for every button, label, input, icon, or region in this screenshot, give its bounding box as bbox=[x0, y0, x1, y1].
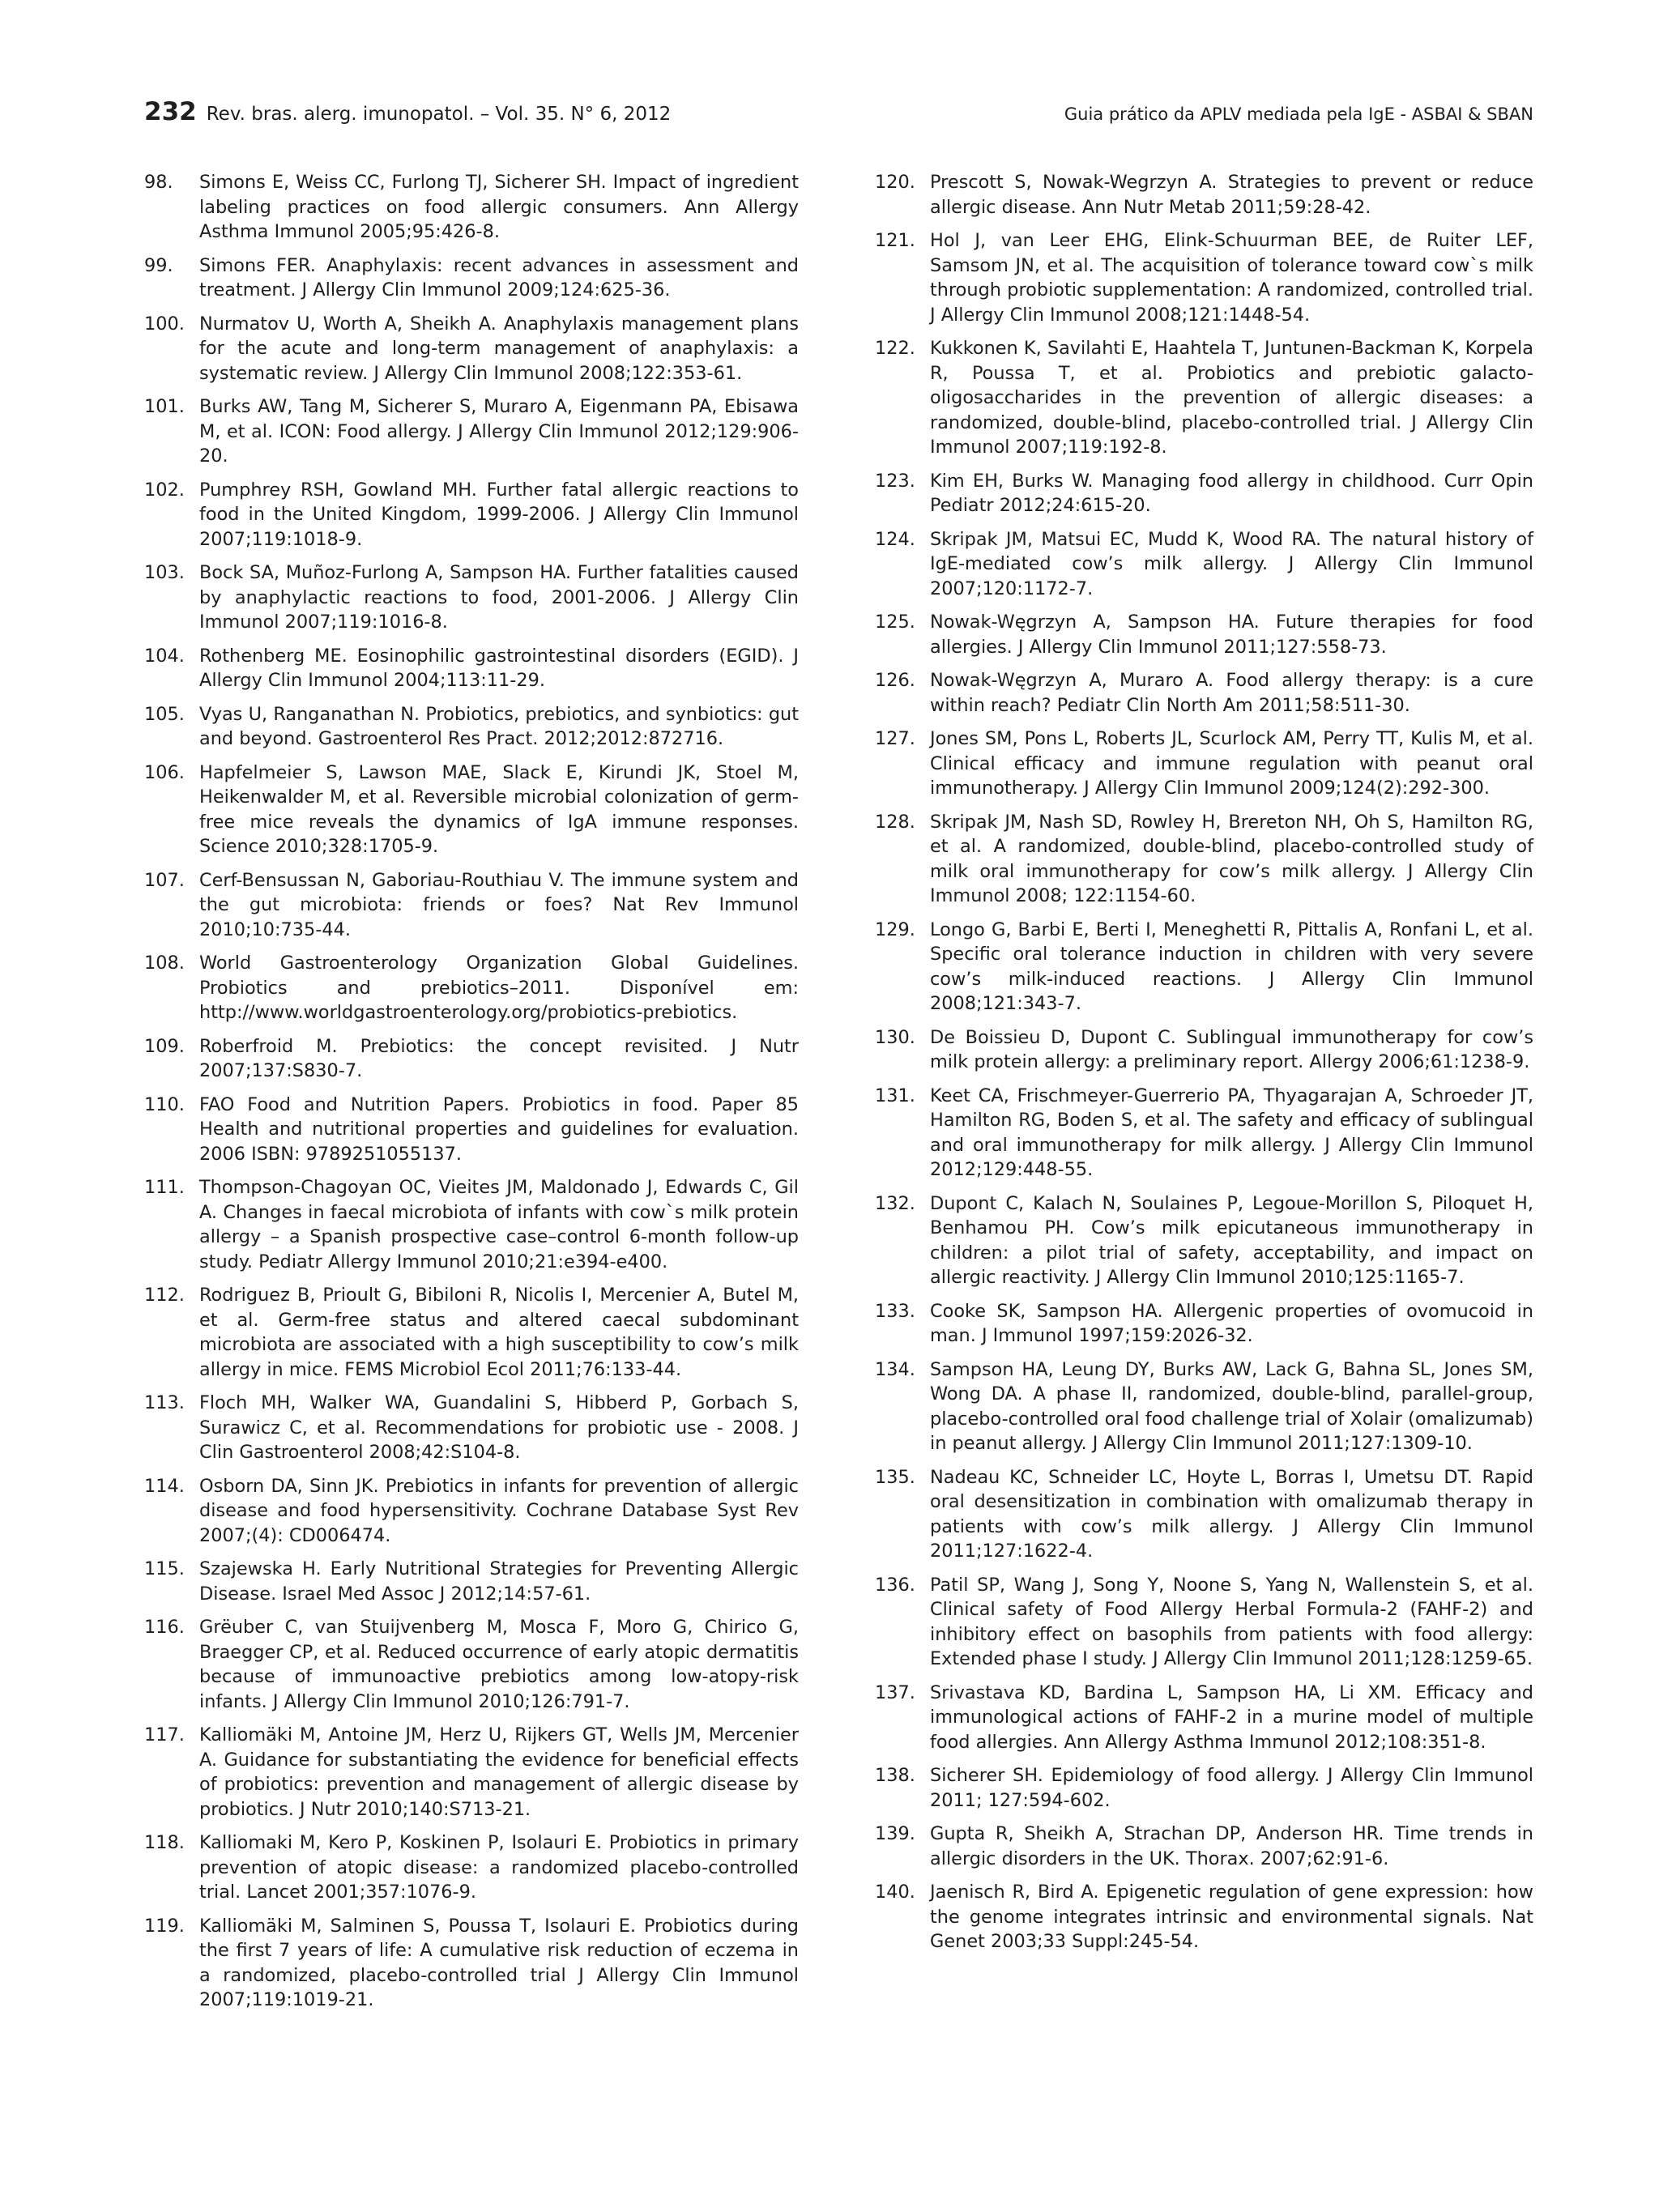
reference-number: 99. bbox=[144, 254, 173, 276]
reference-item bbox=[875, 668, 1533, 718]
reference-item bbox=[144, 254, 799, 303]
reference-number: 103. bbox=[144, 562, 185, 583]
reference-number: 100. bbox=[144, 313, 185, 335]
reference-number: 131. bbox=[875, 1085, 915, 1106]
reference-number: 108. bbox=[144, 953, 185, 974]
reference-item bbox=[875, 228, 1533, 327]
reference-item bbox=[875, 469, 1533, 518]
reference-item bbox=[144, 1474, 799, 1549]
reference-text: World Gastroenterology Organization Global Guidelines. Probiotics and prebiotics–2011. Disponível em: http://www.worldgastroenterology.org/probiotics-prebiotics. bbox=[199, 953, 799, 1023]
reference-item bbox=[875, 336, 1533, 460]
reference-item bbox=[144, 170, 799, 245]
reference-item bbox=[144, 702, 799, 752]
reference-item bbox=[144, 1391, 799, 1465]
reference-text: Kalliomaki M, Kero P, Koskinen P, Isolauri E. Probiotics in primary prevention of atopic disease: a randomized placebo-controlled trial. Lancet 2001;357:1076-9. bbox=[199, 1832, 799, 1903]
reference-text: Kim EH, Burks W. Managing food allergy in childhood. Curr Opin Pediatr 2012;24:615-20. bbox=[930, 470, 1533, 516]
reference-item bbox=[875, 1763, 1533, 1813]
reference-number: 101. bbox=[144, 396, 185, 417]
reference-text: Hol J, van Leer EHG, Elink-Schuurman BEE, de Ruiter LEF, Samsom JN, et al. The acquisition of tolerance toward cow`s milk through probiotic supplementation: A randomized, controlled trial. J Allergy Clin Immunol 2008;121:1448-54. bbox=[930, 230, 1533, 326]
reference-number: 133. bbox=[875, 1300, 915, 1322]
reference-text: Sampson HA, Leung DY, Burks AW, Lack G, Bahna SL, Jones SM, Wong DA. A phase II, randomized, double-blind, parallel-group, placebo-controlled oral food challenge trial of Xolair (omalizumab) in peanut allergy. J Allergy Clin Immunol 2011;127:1309-10. bbox=[930, 1358, 1533, 1454]
reference-text: Vyas U, Ranganathan N. Probiotics, prebiotics, and synbiotics: gut and beyond. Gastroenterol Res Pract. 2012;2012:872716. bbox=[199, 703, 799, 749]
reference-text: Keet CA, Frischmeyer-Guerrerio PA, Thyagarajan A, Schroeder JT, Hamilton RG, Boden S, et al. The safety and efficacy of sublingual and oral immunotherapy for milk allergy. J Allergy Clin Immunol 2012;129:448-55. bbox=[930, 1085, 1533, 1180]
reference-number: 138. bbox=[875, 1765, 915, 1786]
reference-number: 128. bbox=[875, 811, 915, 833]
reference-list-right bbox=[875, 170, 1533, 1954]
reference-text: Simons E, Weiss CC, Furlong TJ, Sicherer SH. Impact of ingredient labeling practices on food allergic consumers. Ann Allergy Asthma Immunol 2005;95:426-8. bbox=[199, 172, 799, 242]
reference-item bbox=[144, 560, 799, 635]
reference-item bbox=[875, 1191, 1533, 1290]
reference-text: Cerf-Bensussan N, Gaboriau-Routhiau V. The immune system and the gut microbiota: friends or foes? Nat Rev Immunol 2010;10:735-44. bbox=[199, 869, 799, 940]
reference-item bbox=[144, 761, 799, 859]
reference-item bbox=[144, 1034, 799, 1084]
reference-text: Rothenberg ME. Eosinophilic gastrointestinal disorders (EGID). J Allergy Clin Immunol 2004;113:11-29. bbox=[199, 645, 799, 691]
reference-number: 118. bbox=[144, 1832, 185, 1853]
reference-text: Kalliomäki M, Antoine JM, Herz U, Rijkers GT, Wells JM, Mercenier A. Guidance for substantiating the evidence for beneficial effects of probiotics: prevention and management of allergic disease by probiotics. J Nutr 2010;140:S713-21. bbox=[199, 1724, 799, 1820]
reference-text: Jaenisch R, Bird A. Epigenetic regulation of gene expression: how the genome integrates intrinsic and environmental signals. Nat Genet 2003;33 Suppl:245-54. bbox=[930, 1882, 1533, 1952]
reference-item bbox=[144, 1615, 799, 1714]
reference-text: Kalliomäki M, Salminen S, Poussa T, Isolauri E. Probiotics during the first 7 years of life: A cumulative risk reduction of eczema in a randomized, placebo-controlled trial J Allergy Clin Immunol 2007;119:1019-21. bbox=[199, 1915, 799, 2010]
reference-number: 107. bbox=[144, 869, 185, 891]
reference-item bbox=[144, 394, 799, 469]
reference-number: 137. bbox=[875, 1681, 915, 1703]
reference-number: 110. bbox=[144, 1093, 185, 1115]
reference-item bbox=[875, 918, 1533, 1016]
reference-item bbox=[875, 170, 1533, 219]
reference-text: Hapfelmeier S, Lawson MAE, Slack E, Kirundi JK, Stoel M, Heikenwalder M, et al. Reversible microbial colonization of germ-free mice reveals the dynamics of IgA immune responses. Science 2010;328:1705-9. bbox=[199, 761, 799, 857]
reference-item bbox=[875, 1299, 1533, 1349]
reference-number: 134. bbox=[875, 1358, 915, 1380]
reference-item bbox=[144, 644, 799, 693]
reference-item bbox=[144, 1557, 799, 1606]
reference-text: Patil SP, Wang J, Song Y, Noone S, Yang N, Wallenstein S, et al. Clinical safety of Food Allergy Herbal Formula-2 (FAHF-2) and inhibitory effect on basophils from patients with food allergy: Extended phase I study. J Allergy Clin Immunol 2011;128:1259-65. bbox=[930, 1574, 1533, 1669]
reference-text: Gupta R, Sheikh A, Strachan DP, Anderson HR. Time trends in allergic disorders in the UK. Thorax. 2007;62:91-6. bbox=[930, 1823, 1533, 1869]
reference-item bbox=[875, 810, 1533, 909]
reference-text: Kukkonen K, Savilahti E, Haahtela T, Juntunen-Backman K, Korpela R, Poussa T, et al. Probiotics and prebiotic galacto-oligosaccharides in the prevention of allergic diseases: a randomized, double-blind, placebo-controlled trial. J Allergy Clin Immunol 2007;119:192-8. bbox=[930, 338, 1533, 458]
reference-number: 136. bbox=[875, 1574, 915, 1596]
reference-item bbox=[875, 1465, 1533, 1564]
reference-number: 117. bbox=[144, 1724, 185, 1745]
reference-item bbox=[144, 868, 799, 943]
references-column-left bbox=[144, 170, 799, 2022]
reference-text: Nurmatov U, Worth A, Sheikh A. Anaphylaxis management plans for the acute and long-term management of anaphylaxis: a systematic review. J Allergy Clin Immunol 2008;122:353-61. bbox=[199, 313, 799, 384]
reference-item bbox=[875, 610, 1533, 659]
reference-number: 109. bbox=[144, 1035, 185, 1057]
reference-item bbox=[875, 527, 1533, 602]
reference-item bbox=[875, 1822, 1533, 1871]
reference-text: Nowak-Węgrzyn A, Sampson HA. Future therapies for food allergies. J Allergy Clin Immunol 2011;127:558-73. bbox=[930, 612, 1533, 658]
reference-item bbox=[875, 1573, 1533, 1672]
reference-text: Rodriguez B, Prioult G, Bibiloni R, Nicolis I, Mercenier A, Butel M, et al. Germ-free status and altered caecal subdominant microbiota are associated with a high susceptibility to cow’s milk allergy in mice. FEMS Microbiol Ecol 2011;76:133-44. bbox=[199, 1285, 799, 1380]
reference-text: Srivastava KD, Bardina L, Sampson HA, Li XM. Efficacy and immunological actions of FAHF-2 in a murine model of multiple food allergies. Ann Allergy Asthma Immunol 2012;108:351-8. bbox=[930, 1681, 1533, 1753]
reference-number: 102. bbox=[144, 479, 185, 501]
reference-number: 105. bbox=[144, 703, 185, 725]
reference-number: 114. bbox=[144, 1475, 185, 1497]
reference-number: 127. bbox=[875, 728, 915, 749]
reference-number: 106. bbox=[144, 761, 185, 783]
reference-number: 112. bbox=[144, 1285, 185, 1306]
reference-number: 139. bbox=[875, 1823, 915, 1844]
reference-item bbox=[875, 1025, 1533, 1075]
reference-item bbox=[144, 312, 799, 386]
reference-item bbox=[144, 1093, 799, 1167]
reference-number: 124. bbox=[875, 528, 915, 550]
page-number: 232 bbox=[144, 97, 197, 126]
reference-text: Prescott S, Nowak-Wegrzyn A. Strategies to prevent or reduce allergic disease. Ann Nutr Metab 2011;59:28-42. bbox=[930, 172, 1533, 218]
reference-item bbox=[144, 1914, 799, 2013]
reference-number: 115. bbox=[144, 1558, 185, 1579]
reference-item bbox=[144, 951, 799, 1025]
running-header bbox=[144, 97, 1533, 126]
reference-number: 104. bbox=[144, 645, 185, 667]
reference-text: Skripak JM, Matsui EC, Mudd K, Wood RA. The natural history of IgE-mediated cow’s milk allergy. J Allergy Clin Immunol 2007;120:1172-7. bbox=[930, 528, 1533, 599]
reference-item bbox=[875, 1681, 1533, 1755]
reference-item bbox=[875, 1084, 1533, 1183]
reference-text: Simons FER. Anaphylaxis: recent advances in assessment and treatment. J Allergy Clin Immunol 2009;124:625-36. bbox=[199, 254, 799, 300]
reference-item bbox=[875, 1880, 1533, 1954]
reference-text: Cooke SK, Sampson HA. Allergenic properties of ovomucoid in man. J Immunol 1997;159:2026-32. bbox=[930, 1300, 1533, 1346]
guide-title: Guia prático da APLV mediada pela IgE - ASBAI & SBAN bbox=[1064, 104, 1533, 124]
reference-item bbox=[144, 1831, 799, 1905]
reference-item bbox=[875, 727, 1533, 801]
reference-item bbox=[144, 478, 799, 552]
reference-number: 123. bbox=[875, 470, 915, 492]
reference-number: 98. bbox=[144, 172, 173, 193]
reference-text: Skripak JM, Nash SD, Rowley H, Brereton NH, Oh S, Hamilton RG, et al. A randomized, double-blind, placebo-controlled study of milk oral immunotherapy for cow’s milk allergy. J Allergy Clin Immunol 2008; 122:1154-60. bbox=[930, 811, 1533, 906]
reference-text: Burks AW, Tang M, Sicherer S, Muraro A, Eigenmann PA, Ebisawa M, et al. ICON: Food allergy. J Allergy Clin Immunol 2012;129:906-20. bbox=[199, 396, 799, 467]
reference-number: 119. bbox=[144, 1915, 185, 1937]
reference-text: Jones SM, Pons L, Roberts JL, Scurlock AM, Perry TT, Kulis M, et al. Clinical efficacy and immune regulation with peanut oral immunotherapy. J Allergy Clin Immunol 2009;124(2):292-300. bbox=[930, 728, 1533, 799]
reference-number: 113. bbox=[144, 1392, 185, 1413]
reference-number: 126. bbox=[875, 670, 915, 691]
header-left bbox=[144, 97, 671, 126]
reference-text: Szajewska H. Early Nutritional Strategies for Preventing Allergic Disease. Israel Med Assoc J 2012;14:57-61. bbox=[199, 1558, 799, 1605]
reference-number: 120. bbox=[875, 172, 915, 193]
reference-number: 130. bbox=[875, 1026, 915, 1048]
reference-text: FAO Food and Nutrition Papers. Probiotics in food. Paper 85 Health and nutritional properties and guidelines for evaluation. 2006 ISBN: 9789251055137. bbox=[199, 1093, 799, 1165]
reference-number: 125. bbox=[875, 612, 915, 633]
reference-item bbox=[144, 1723, 799, 1822]
reference-text: Pumphrey RSH, Gowland MH. Further fatal allergic reactions to food in the United Kingdom, 1999-2006. J Allergy Clin Immunol 2007;119:1018-9. bbox=[199, 479, 799, 550]
reference-number: 116. bbox=[144, 1617, 185, 1638]
reference-text: Dupont C, Kalach N, Soulaines P, Legoue-Morillon S, Piloquet H, Benhamou PH. Cow’s milk epicutaneous immunotherapy in children: a pilot trial of safety, acceptability, and impact on allergic reactivity. J Allergy Clin Immunol 2010;125:1165-7. bbox=[930, 1192, 1533, 1288]
reference-number: 111. bbox=[144, 1177, 185, 1198]
reference-number: 122. bbox=[875, 338, 915, 359]
journal-citation: Rev. bras. alerg. imunopatol. – Vol. 35. N° 6, 2012 bbox=[206, 104, 672, 125]
reference-number: 132. bbox=[875, 1192, 915, 1214]
reference-text: Bock SA, Muñoz-Furlong A, Sampson HA. Further fatalities caused by anaphylactic reactions to food, 2001-2006. J Allergy Clin Immunol 2007;119:1016-8. bbox=[199, 562, 799, 633]
reference-number: 140. bbox=[875, 1882, 915, 1903]
reference-text: Sicherer SH. Epidemiology of food allergy. J Allergy Clin Immunol 2011; 127:594-602. bbox=[930, 1765, 1533, 1811]
reference-number: 129. bbox=[875, 918, 915, 940]
reference-number: 121. bbox=[875, 230, 915, 251]
reference-text: De Boissieu D, Dupont C. Sublingual immunotherapy for cow’s milk protein allergy: a preliminary report. Allergy 2006;61:1238-9. bbox=[930, 1026, 1533, 1072]
reference-text: Floch MH, Walker WA, Guandalini S, Hibberd P, Gorbach S, Surawicz C, et al. Recommendations for probiotic use - 2008. J Clin Gastroenterol 2008;42:S104-8. bbox=[199, 1392, 799, 1463]
reference-item bbox=[875, 1357, 1533, 1456]
references-column-right bbox=[875, 170, 1533, 1963]
reference-text: Longo G, Barbi E, Berti I, Meneghetti R, Pittalis A, Ronfani L, et al. Specific oral tolerance induction in children with very severe cow’s milk-induced reactions. J Allergy Clin Immunol 2008;121:343-7. bbox=[930, 918, 1533, 1014]
reference-item bbox=[144, 1175, 799, 1274]
reference-text: Roberfroid M. Prebiotics: the concept revisited. J Nutr 2007;137:S830-7. bbox=[199, 1035, 799, 1081]
reference-list-left bbox=[144, 170, 799, 2013]
reference-text: Nadeau KC, Schneider LC, Hoyte L, Borras I, Umetsu DT. Rapid oral desensitization in combination with omalizumab therapy in patients with cow’s milk allergy. J Allergy Clin Immunol 2011;127:1622-4. bbox=[930, 1466, 1533, 1562]
reference-text: Thompson-Chagoyan OC, Vieites JM, Maldonado J, Edwards C, Gil A. Changes in faecal microbiota of infants with cow`s milk protein allergy – a Spanish prospective case–control 6-month follow-up study. Pediatr Allergy Immunol 2010;21:e394-e400. bbox=[199, 1177, 799, 1272]
reference-number: 135. bbox=[875, 1466, 915, 1488]
reference-text: Nowak-Węgrzyn A, Muraro A. Food allergy therapy: is a cure within reach? Pediatr Clin North Am 2011;58:511-30. bbox=[930, 670, 1533, 716]
reference-text: Osborn DA, Sinn JK. Prebiotics in infants for prevention of allergic disease and food hypersensitivity. Cochrane Database Syst Rev 2007;(4): CD006474. bbox=[199, 1475, 799, 1546]
reference-item bbox=[144, 1283, 799, 1382]
reference-text: Grëuber C, van Stuijvenberg M, Mosca F, Moro G, Chirico G, Braegger CP, et al. Reduced occurrence of early atopic dermatitis because of immunoactive prebiotics among low-atopy-risk infants. J Allergy Clin Immunol 2010;126:791-7. bbox=[199, 1617, 799, 1712]
